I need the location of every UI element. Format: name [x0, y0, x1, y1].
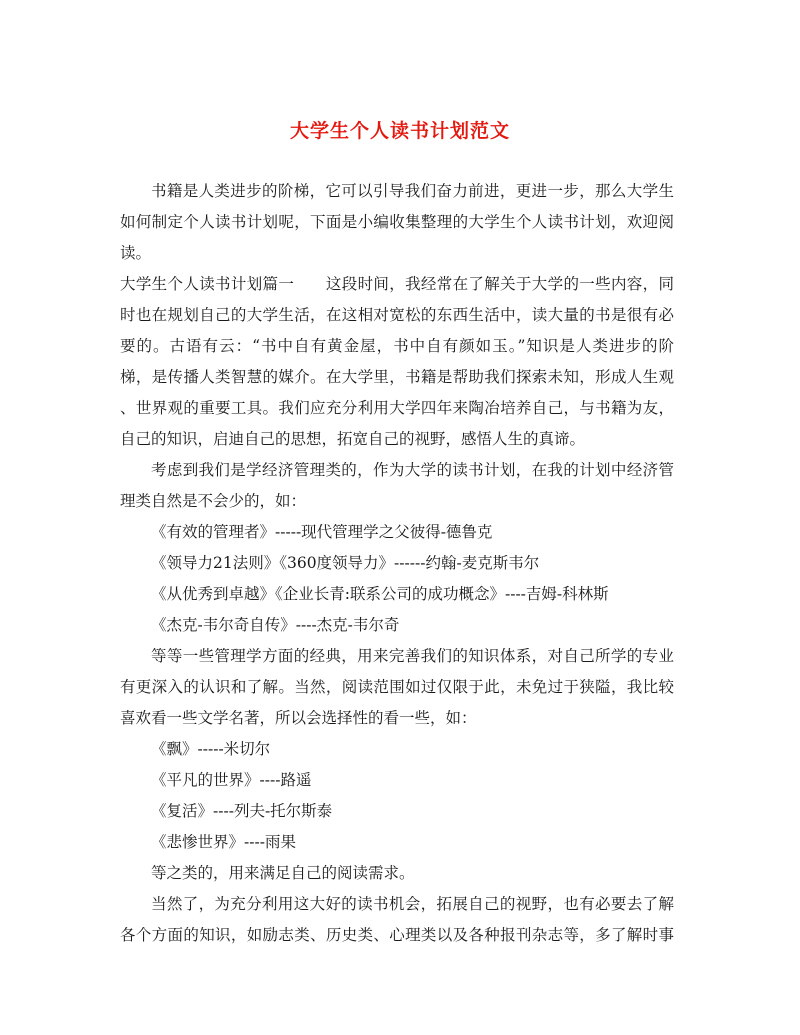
paragraph-line: 等之类的，用来满足自己的阅读需求。: [151, 864, 415, 882]
paragraph-line: 书籍是人类进步的阶梯，它可以引导我们奋力前进，更进一步，那么大学生: [151, 182, 674, 200]
paragraph-line: 时也在规划自己的大学生活，在这相对宽松的东西生活中，读大量的书是很有必: [120, 306, 674, 324]
paragraph-line: 当然了，为充分利用这大好的读书机会，拓展自己的视野，也有必要去了解: [151, 895, 674, 913]
paragraph-line: 有更深入的认识和了解。当然，阅读范围如过仅限于此，未免过于狭隘，我比较: [120, 678, 674, 696]
paragraph-line: 读。: [120, 244, 152, 262]
book-list-item: 《从优秀到卓越》《企业长青:联系公司的成功概念》----吉姆-科林斯: [151, 585, 609, 603]
book-list-item: 《杰克-韦尔奇自传》----杰克-韦尔奇: [151, 616, 400, 634]
paragraph-line: 等等一些管理学方面的经典，用来完善我们的知识体系，对自己所学的专业: [151, 647, 674, 665]
paragraph-line: 自己的知识，启迪自己的思想，拓宽自己的视野，感悟人生的真谛。: [120, 430, 586, 448]
paragraph-line: 、世界观的重要工具。我们应充分利用大学四年来陶冶培养自己，与书籍为友，: [120, 399, 674, 417]
book-list-item: 《悲惨世界》----雨果: [151, 833, 296, 851]
paragraph-line: 大学生个人读书计划篇一 这段时间，我经常在了解关于大学的一些内容，同: [120, 275, 674, 293]
book-list-item: 《平凡的世界》----路遥: [151, 771, 312, 789]
paragraph-line: 要的。古语有云：“书中自有黄金屋，书中自有颜如玉。”知识是人类进步的阶: [120, 337, 674, 355]
book-list-item: 《飘》-----米切尔: [151, 740, 271, 758]
book-list-item: 《复活》----列夫-托尔斯泰: [151, 802, 333, 820]
paragraph-line: 梯，是传播人类智慧的媒介。在大学里，书籍是帮助我们探索未知，形成人生观: [120, 368, 674, 386]
paragraph-line: 如何制定个人读书计划呢，下面是小编收集整理的大学生个人读书计划，欢迎阅: [120, 213, 674, 231]
paragraph-line: 考虑到我们是学经济管理类的，作为大学的读书计划，在我的计划中经济管: [151, 461, 674, 479]
paragraph-line: 各个方面的知识，如励志类、历史类、心理类以及各种报刊杂志等，多了解时事: [120, 926, 674, 944]
book-list-item: 《有效的管理者》-----现代管理学之父彼得-德鲁克: [151, 523, 493, 541]
paragraph-line: 理类自然是不会少的，如：: [120, 492, 307, 510]
paragraph-line: 喜欢看一些文学名著，所以会选择性的看一些，如：: [120, 709, 477, 727]
document-title: 大学生个人读书计划范文: [289, 120, 510, 142]
book-list-item: 《领导力21法则》《360度领导力》------约翰-麦克斯韦尔: [151, 554, 540, 572]
